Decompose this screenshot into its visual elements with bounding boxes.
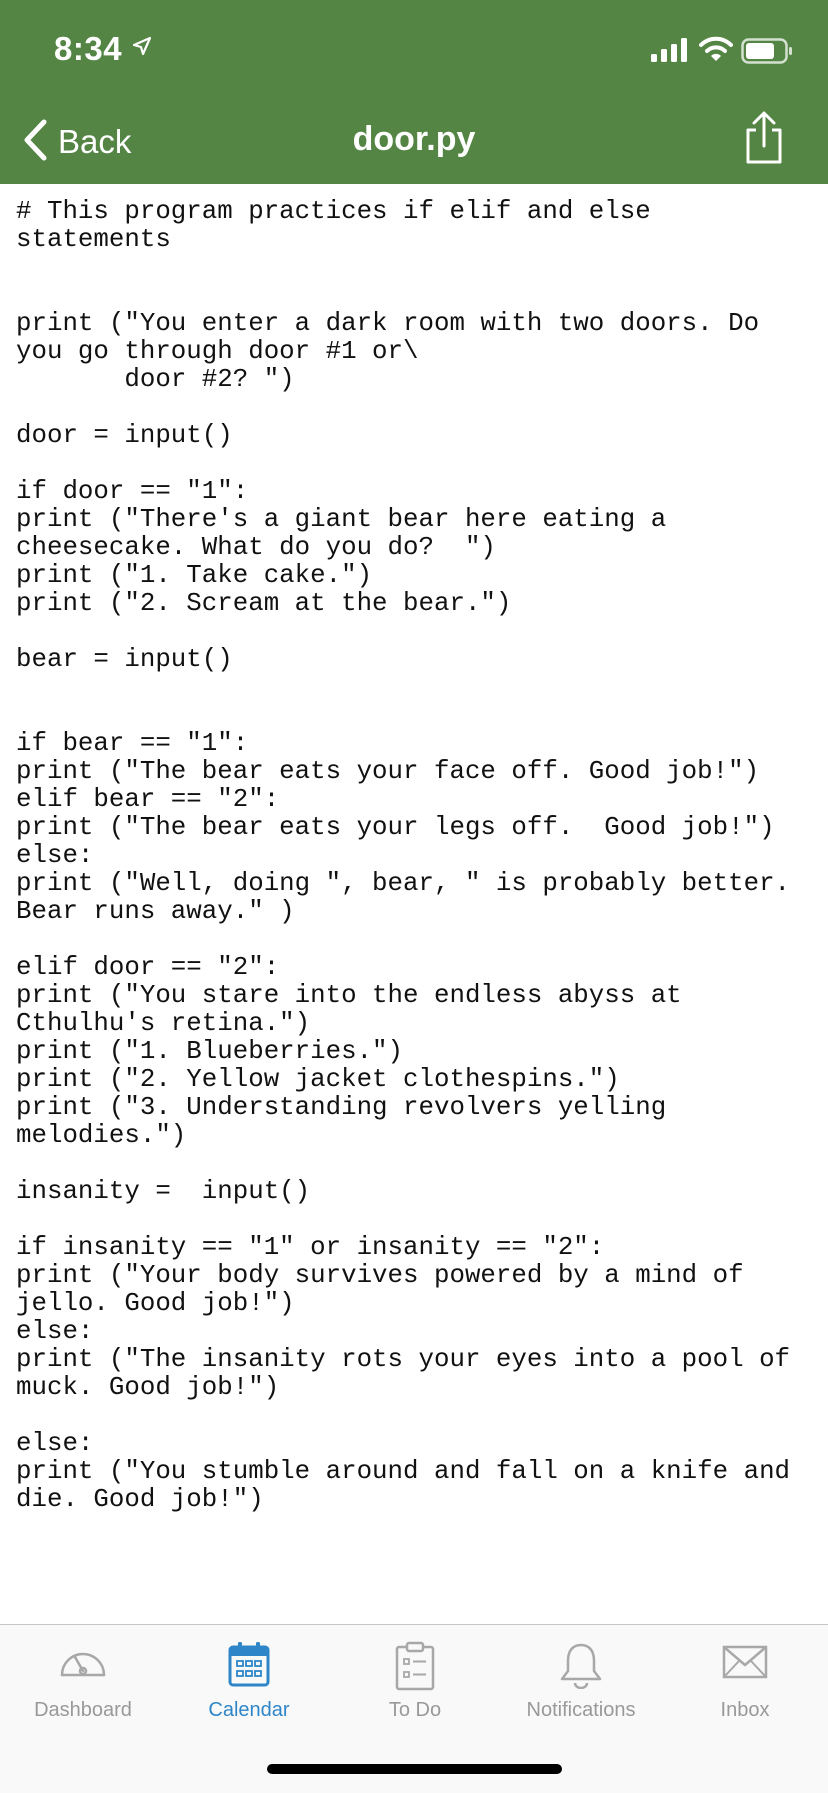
tab-label: Inbox [720,1699,770,1721]
tab-label: To Do [388,1699,442,1721]
status-bar [0,0,828,100]
location-arrow-icon [132,36,152,61]
home-indicator[interactable] [267,1764,562,1774]
battery-icon [741,38,793,69]
back-label: Back [58,123,132,160]
share-button[interactable] [740,110,788,171]
tab-label: Calendar [208,1699,290,1721]
tab-label: Notifications [526,1699,636,1721]
share-icon [740,153,788,170]
tab-inbox[interactable] [662,1625,828,1735]
tab-calendar[interactable] [166,1625,332,1735]
tab-notifications[interactable] [498,1625,664,1735]
navigation-bar [0,100,828,184]
tab-dashboard[interactable] [0,1625,166,1735]
wifi-icon [699,35,733,68]
tab-to-do[interactable] [332,1625,498,1735]
cellular-signal-icon [651,38,689,67]
tab-label: Dashboard [34,1699,132,1721]
status-time: 8:34 [54,30,123,67]
page-title: door.py [352,120,476,158]
code-viewer: # This program practices if elif and else statements print ("You enter a dark room with two doors. Do you go through door #1 or\ door #2? ") door = input() if door == "1": print ("There's a giant bear here eating a cheesecake. What do you do? ") print ("1. Take cake.") print ("2. Scream at the bear.") bear = input() if bear == "1": print ("The bear eats your face off. Good job!") elif bear == "2": print ("The bear eats your legs off. Good job!") else: print ("Well, doing ", bear, " is probably better. Bear runs away." ) elif door == "2": print ("You stare into the endless abyss at Cthulhu's retina.") print ("1. Blueberries.") print ("2. Yellow jacket clothespins.") print ("3. Understanding revolvers yelling melodies.") insanity = input() if insanity == "1" or insanity == "2": print ("Your body survives powered by a mind of jello. Good job!") else: print ("The insanity rots your eyes into a pool of muck. Good job!") else: print ("You stumble around and fall on a knife and die. Good job!") [16,198,791,1514]
app-header [0,0,828,184]
